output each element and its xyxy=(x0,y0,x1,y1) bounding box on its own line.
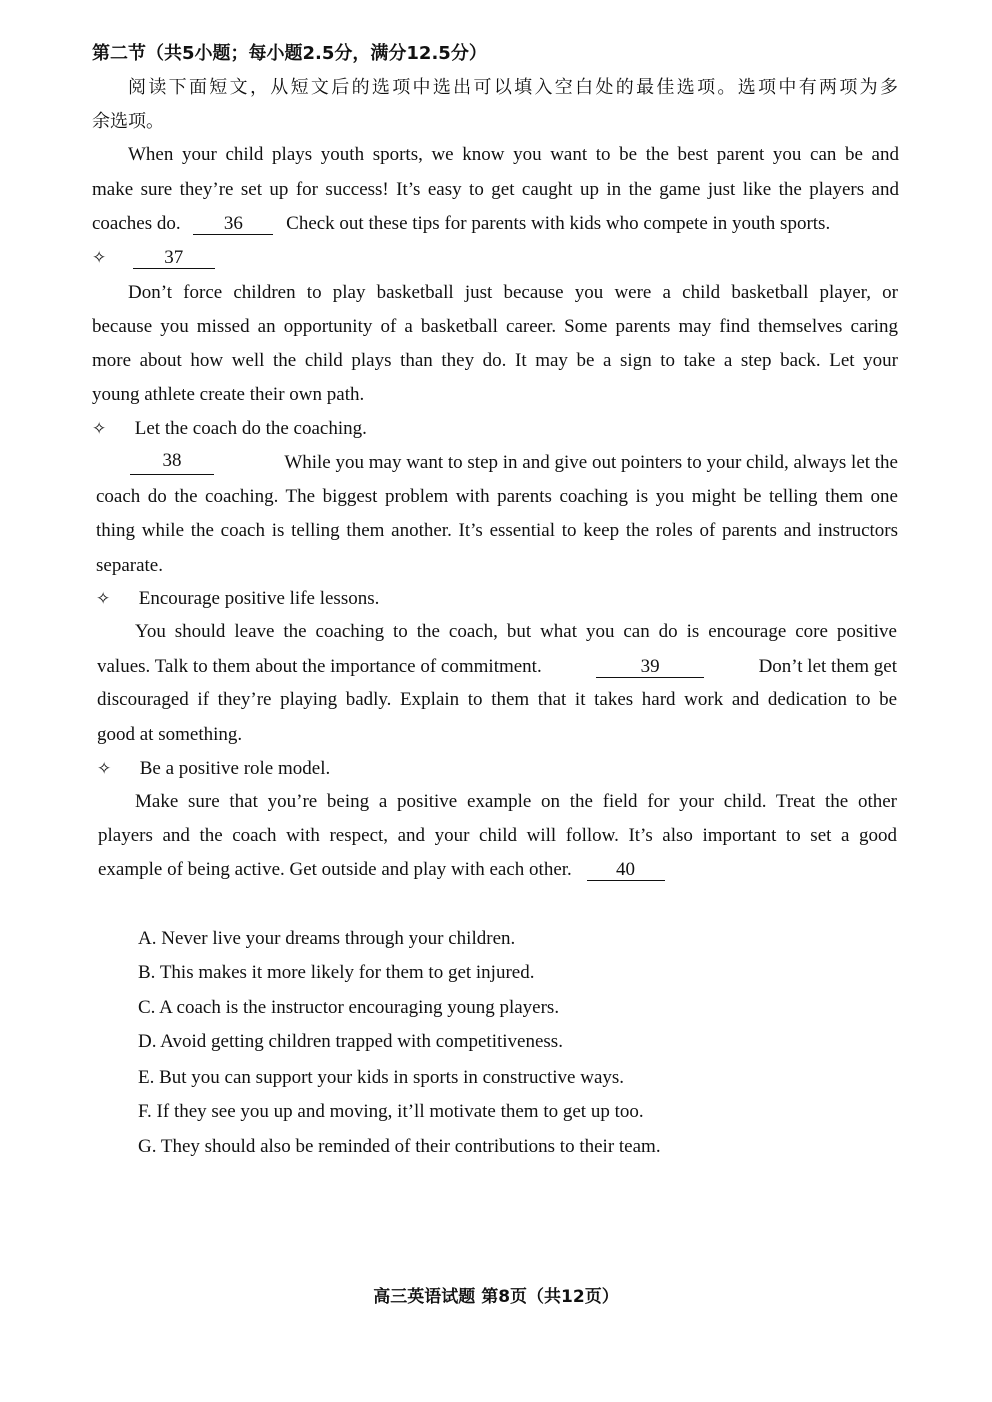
option-f: F. If they see you up and moving, it’ll motivate them to get up too. xyxy=(138,1101,644,1122)
tip4-heading-text: Be a positive role model. xyxy=(139,758,331,779)
tip4-heading xyxy=(97,757,330,781)
option-c: C. A coach is the instructor encouraging young players. xyxy=(138,997,560,1018)
tip2-heading xyxy=(92,417,367,441)
diamond-bullet-icon: ✧ xyxy=(97,759,112,779)
instructions-line-2: 余选项。 xyxy=(92,111,164,132)
option-b: B. This makes it more likely for them to get injured. xyxy=(138,962,535,983)
tip3-line-3: discouraged if they’re playing badly. Explain to them that it takes hard work and dedication to be xyxy=(97,689,897,710)
page-footer: 高三英语试题 第8页（共12页） xyxy=(373,1287,619,1307)
tip2-line-2: coach do the coaching. The biggest problem with parents coaching is you might be telling them one xyxy=(96,486,898,507)
tip3-heading-text: Encourage positive life lessons. xyxy=(138,588,380,609)
tip2-line-4: separate. xyxy=(96,555,163,576)
option-g: G. They should also be reminded of their contributions to their team. xyxy=(138,1136,661,1157)
tip3-line-1: You should leave the coaching to the coach, but what you can do is encourage core positive xyxy=(135,621,897,642)
tip4-line-3 xyxy=(98,858,665,882)
blank-40[interactable]: 40 xyxy=(587,860,665,881)
tip2-line-1 xyxy=(130,451,898,475)
tip2-line-3: thing while the coach is telling them another. It’s essential to keep the roles of parents and instructors xyxy=(96,520,898,541)
blank-38[interactable]: 38 xyxy=(130,451,214,475)
blank-36[interactable]: 36 xyxy=(193,214,273,235)
intro-line-3 xyxy=(92,212,830,236)
tip3-line-4: good at something. xyxy=(97,724,243,745)
tip2-heading-text: Let the coach do the coaching. xyxy=(134,418,367,439)
instructions-line-1: 阅读下面短文，从短文后的选项中选出可以填入空白处的最佳选项。选项中有两项为多 xyxy=(128,77,898,98)
tip1-line-3: more about how well the child plays than they do. It may be a sign to take a step back. Let your xyxy=(92,350,898,371)
tip3-line-2-after: Don’t let them get xyxy=(758,656,897,677)
blank-37[interactable]: 37 xyxy=(133,248,215,269)
option-d: D. Avoid getting children trapped with competitiveness. xyxy=(138,1031,563,1052)
intro-line-3-before: coaches do. xyxy=(92,213,181,234)
tip4-line-1: Make sure that you’re being a positive example on the field for your child. Treat the other xyxy=(135,791,897,812)
intro-line-1: When your child plays youth sports, we know you want to be the best parent you can be and xyxy=(128,144,899,165)
intro-line-2: make sure they’re set up for success! It’s easy to get caught up in the game just like the players and xyxy=(92,179,899,200)
diamond-bullet-icon: ✧ xyxy=(92,248,107,268)
tip1-heading xyxy=(92,246,215,270)
tip4-line-2: players and the coach with respect, and your child will follow. It’s also important to set a good xyxy=(98,825,897,846)
intro-line-3-after: Check out these tips for parents with kids who compete in youth sports. xyxy=(286,213,831,234)
tip3-line-2 xyxy=(97,655,897,679)
tip3-line-2-before: values. Talk to them about the importance of commitment. xyxy=(97,656,542,677)
diamond-bullet-icon: ✧ xyxy=(92,419,107,439)
tip4-line-3-before: example of being active. Get outside and play with each other. xyxy=(98,859,572,880)
tip2-line-1-after: While you may want to step in and give out pointers to your child, always let the xyxy=(284,452,898,473)
diamond-bullet-icon: ✧ xyxy=(96,589,111,609)
tip1-line-2: because you missed an opportunity of a basketball career. Some parents may find themselves caring xyxy=(92,316,898,337)
blank-39[interactable]: 39 xyxy=(596,657,704,678)
tip3-heading xyxy=(96,587,379,611)
option-a: A. Never live your dreams through your children. xyxy=(138,928,516,949)
tip1-line-4: young athlete create their own path. xyxy=(92,384,365,405)
option-e: E. But you can support your kids in sports in constructive ways. xyxy=(138,1067,625,1088)
section-title: 第二节（共5小题；每小题2.5分，满分12.5分） xyxy=(92,43,487,64)
tip1-line-1: Don’t force children to play basketball just because you were a child basketball player, or xyxy=(128,282,898,303)
